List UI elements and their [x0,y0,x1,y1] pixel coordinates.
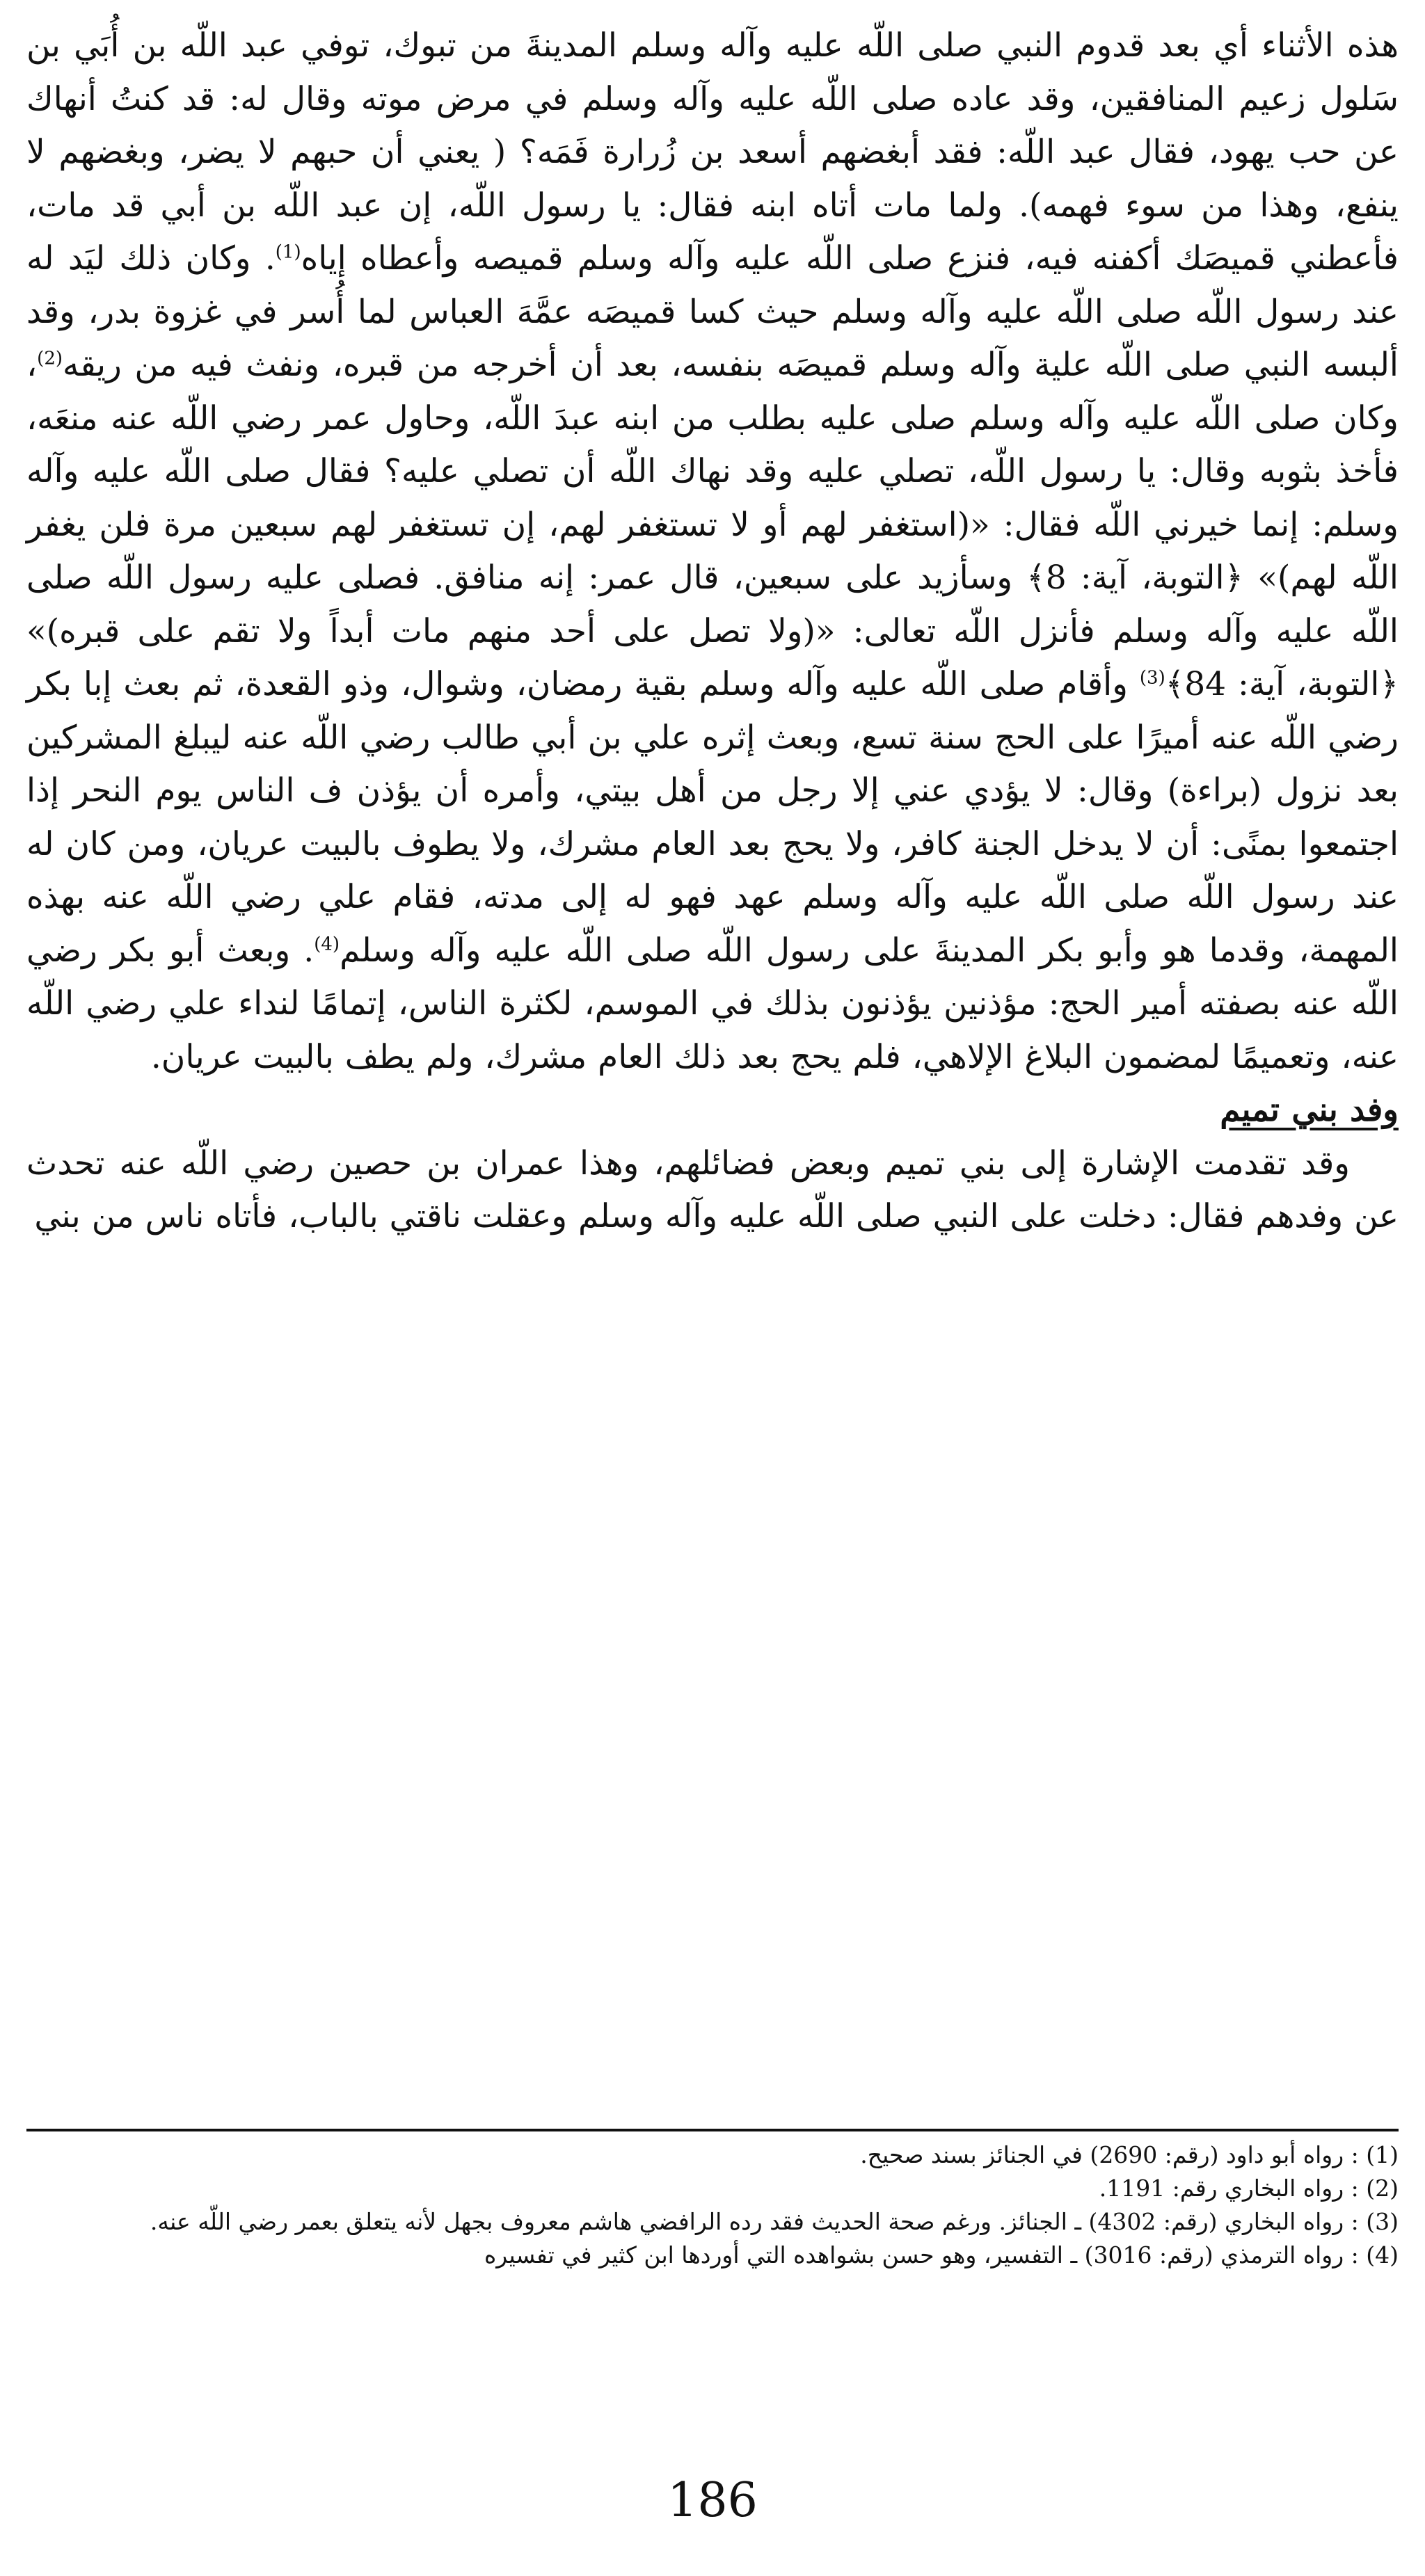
footnote-ref-3[interactable]: (3) [1139,667,1165,689]
paragraph-1 [26,19,1399,1084]
footnotes [26,2138,1399,2272]
footnote-separator [26,2129,1399,2131]
paragraph-1-text-c: ، وكان صلى اللّه عليه وآله وسلم صلى عليه بطلب من ابنه عبدَ اللّه، وحاول عمر رضي اللّه عنه منعَه، فأخذ بثوبه وقال: يا رسول اللّه، تصلي عليه وقد نهاك اللّه أن تصلي عليه؟ فقال صلى اللّه عليه وآله وسلم: إنما خيرني اللّه فقال: «(استغفر لهم أو لا تستغفر لهم، إن تستغفر لهم سبعين مرة فلن يغفر اللّه لهم)» ﴿التوبة، آية: 8﴾ وسأزيد على سبعين، قال عمر: إنه منافق. فصلى عليه رسول اللّه صلى اللّه عليه وآله وسلم فأنزل اللّه تعالى: «(ولا تصل على أحد منهم مات أبداً ولا تقم على قبره)» ﴿التوبة، آية: 84﴾ [26,346,1399,703]
section-heading: وفد بني تميم [1220,1091,1399,1129]
main-text [26,19,1399,1244]
page-number: 186 [667,2473,758,2528]
footnote-3: (3) : رواه البخاري (رقم: 4302) ـ الجنائز. ورغم صحة الحديث فقد رده الرافضي هاشم معروف بجهل لأنه يتعلق بعمر رضي اللّه عنه. [150,2208,1399,2235]
paragraph-1-text-e: . وبعث أبو بكر رضي اللّه عنه بصفته أمير الحج: مؤذنين يؤذنون بذلك في الموسم، لكثرة الناس، إتمامًا لنداء علي رضي اللّه عنه، وتعميمًا لمضمون البلاغ الإلاهي، فلم يحج بعد ذلك العام مشرك، ولم يطف بالبيت عريان. [26,931,1399,1076]
footnote-ref-1[interactable]: (1) [275,241,301,263]
paragraph-1-text-a: هذه الأثناء أي بعد قدوم النبي صلى اللّه عليه وآله وسلم المدينةَ من تبوك، توفي عبد اللّه بن أُبَي بن سَلول زعيم المنافقين، وقد عاده صلى اللّه عليه وآله وسلم في مرض موته وقال له: قد كنتُ أنهاك عن حب يهود، فقال عبد اللّه: فقد أبغضهم أسعد بن زُرارة فَمَه؟ ( يعني أن حبهم لا يضر، وبغضهم لا ينفع، وهذا من سوء فهمه). ولما مات أتاه ابنه فقال: يا رسول اللّه، إن عبد اللّه بن أبي قد مات، فأعطني قميصَك أكفنه فيه، فنزع صلى اللّه عليه وآله وسلم قميصه وأعطاه إياه [26,26,1399,278]
footnote-1: (1) : رواه أبو داود (رقم: 2690) في الجنائز بسند صحيح. [860,2141,1399,2168]
paragraph-1-text-b: . وكان ذلك ليَد له عند رسول اللّه صلى اللّه عليه وآله وسلم حيث كسا قميصَه عمَّهَ العباس لما أُسر في غزوة بدر، وقد ألبسه النبي صلى اللّه علية وآله وسلم قميصَه بنفسه، بعد أن أخرجه من قبره، ونفث فيه من ريقه [26,239,1399,384]
footnote-ref-4[interactable]: (4) [314,933,340,954]
footnote-ref-2[interactable]: (2) [37,348,63,369]
footnote-4: (4) : رواه الترمذي (رقم: 3016) ـ التفسير، وهو حسن بشواهده التي أوردها ابن كثير في تفسيره [484,2241,1399,2269]
paragraph-1-text-d: وأقام صلى اللّه عليه وآله وسلم بقية رمضان، وشوال، وذو القعدة، ثم بعث إبا بكر رضي اللّه عنه أميرًا على الحج سنة تسع، وبعث إثره علي بن أبي طالب رضي اللّه عنه ليبلغ المشركين بعد نزول (براءة) وقال: لا يؤدي عني إلا رجل من أهل بيتي، وأمره أن يؤذن ف الناس يوم النحر إذا اجتمعوا بمنًى: أن لا يدخل الجنة كافر، ولا يحج بعد العام مشرك، ولا يطوف بالبيت عريان، ومن كان له عند رسول اللّه صلى اللّه عليه وآله وسلم عهد فهو له إلى مدته، فقام علي رضي اللّه عنه بهذه المهمة، وقدما هو وأبو بكر المدينةَ على رسول اللّه صلى اللّه عليه وآله وسلم [26,665,1399,970]
paragraph-2: وقد تقدمت الإشارة إلى بني تميم وبعض فضائلهم، وهذا عمران بن حصين رضي اللّه عنه تحدث عن وفدهم فقال: دخلت على النبي صلى اللّه عليه وآله وسلم وعقلت ناقتي بالباب، فأتاه ناس من بني [26,1144,1399,1235]
footnote-2: (2) : رواه البخاري رقم: 1191. [1099,2175,1399,2202]
